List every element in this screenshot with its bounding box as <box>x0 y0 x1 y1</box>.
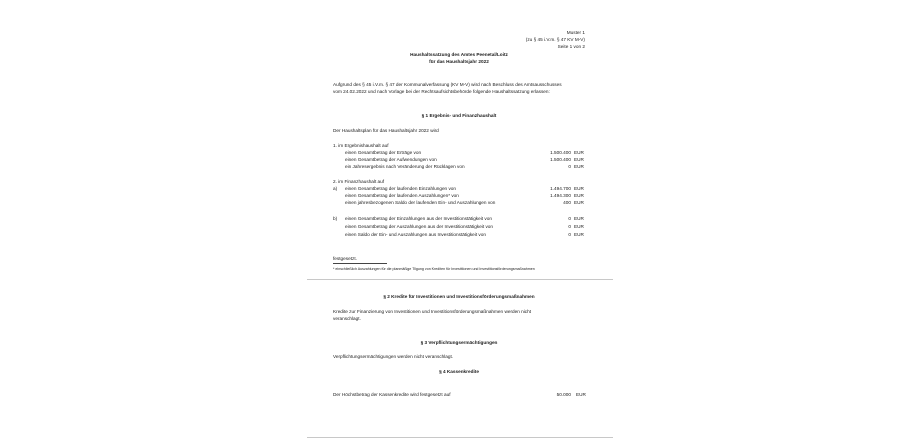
row-label: einen Saldo der Ein- und Auszahlungen aus Investitionstätigkeit von <box>345 232 486 237</box>
row-amount: 1.500.400 <box>550 157 571 162</box>
row-label: einen Gesamtbetrag der Aufwendungen von <box>345 157 437 162</box>
row-currency: EUR <box>574 216 584 221</box>
document-subtitle: für das Haushaltsjahr 2022 <box>429 59 489 64</box>
row-amount: 400 <box>563 200 571 205</box>
row-amount: 0 <box>568 216 571 221</box>
row-label: einen Gesamtbetrag der Einzahlungen aus der Investitionstätigkeit von <box>345 216 492 221</box>
section-2-line-2: veranschlagt. <box>333 316 361 321</box>
row-label: einen Gesamtbetrag der laufenden Einzahlungen von <box>345 186 457 191</box>
header-sample-label: Muster 1 <box>566 30 585 35</box>
row-currency: EUR <box>574 157 584 162</box>
subsection-a-marker: a) <box>333 186 338 191</box>
row-currency: EUR <box>574 193 584 198</box>
footnote: * einschließlich Auszahlungen für die planmäßige Tilgung von Krediten für Investitionen und Investitionsförderungsmaßnahmen <box>333 267 535 271</box>
section-1-lead: Der Haushaltsplan für das Haushaltsjahr 2022 wird <box>333 128 439 133</box>
row-label: einen Gesamtbetrag der laufenden Auszahlungen* von <box>345 193 459 198</box>
row-amount: 1.494.700 <box>550 186 571 191</box>
row-amount: 1.500.400 <box>550 150 571 155</box>
row-amount: 0 <box>568 224 571 229</box>
row-currency: EUR <box>574 186 584 191</box>
section-3-line-1: Verpflichtungsermächtigungen werden nicht veranschlagt. <box>333 354 454 359</box>
section-2-line-1: Kredite zur Finanzierung von Investitionen und Investitionsförderungsmaßnahmen werden nicht <box>333 309 532 314</box>
row-currency: EUR <box>574 150 584 155</box>
subsection-b-marker: b) <box>333 216 338 221</box>
row-currency: EUR <box>576 392 586 397</box>
row-label: einen Gesamtbetrag der Erträge von <box>345 150 422 155</box>
ergebnishaushalt-heading: 1. im Ergebnishaushalt auf <box>333 143 389 148</box>
section-3-heading: § 3 Verpflichtungsermächtigungen <box>420 340 498 345</box>
intro-line-1: Aufgrund des § 45 i.V.m. § 47 der Kommunalverfassung (KV M-V) wird nach Beschluss des Amtsausschusses <box>333 82 562 87</box>
section-4-heading: § 4 Kassenkredite <box>439 369 479 374</box>
section-1-heading: § 1 Ergebnis- und Finanzhaushalt <box>421 113 497 118</box>
intro-line-2: vom 24.02.2022 und nach Vorlage bei der Rechtsaufsichtsbehörde folgende Haushaltssatzung erlassen: <box>333 89 550 94</box>
row-label: ein Jahresergebnis nach Veränderung der Rücklagen von <box>345 164 465 169</box>
row-currency: EUR <box>574 224 584 229</box>
finanzhaushalt-heading: 2. im Finanzhaushalt auf <box>333 179 385 184</box>
header-legal-reference: (zu § 45 i.V.m. § 47 KV M-V) <box>525 37 585 42</box>
row-amount: 50.000 <box>556 392 571 397</box>
row-label: einen jahresbezogenen Saldo der laufenden Ein- und Auszahlungen von <box>345 200 496 205</box>
closing-text: festgesetzt. <box>333 256 357 261</box>
row-amount: 0 <box>568 164 571 169</box>
page-divider <box>307 279 613 280</box>
row-amount: 1.494.300 <box>550 193 571 198</box>
row-currency: EUR <box>574 164 584 169</box>
row-amount: 0 <box>568 232 571 237</box>
header-page-number: Seite 1 von 2 <box>557 44 585 49</box>
section-2-heading: § 2 Kredite für Investitionen und Investitionsförderungsmaßnahmen <box>383 294 535 299</box>
row-currency: EUR <box>574 200 584 205</box>
document-title: Haushaltssatzung des Amtes Peenetal/Loitz <box>410 52 508 57</box>
footnote-separator <box>333 263 387 264</box>
row-label: Der Höchstbetrag der Kassenkredite wird festgesetzt auf <box>333 392 451 397</box>
row-label: einen Gesamtbetrag der Auszahlungen aus der Investitionstätigkeit von <box>345 224 494 229</box>
row-currency: EUR <box>574 232 584 237</box>
